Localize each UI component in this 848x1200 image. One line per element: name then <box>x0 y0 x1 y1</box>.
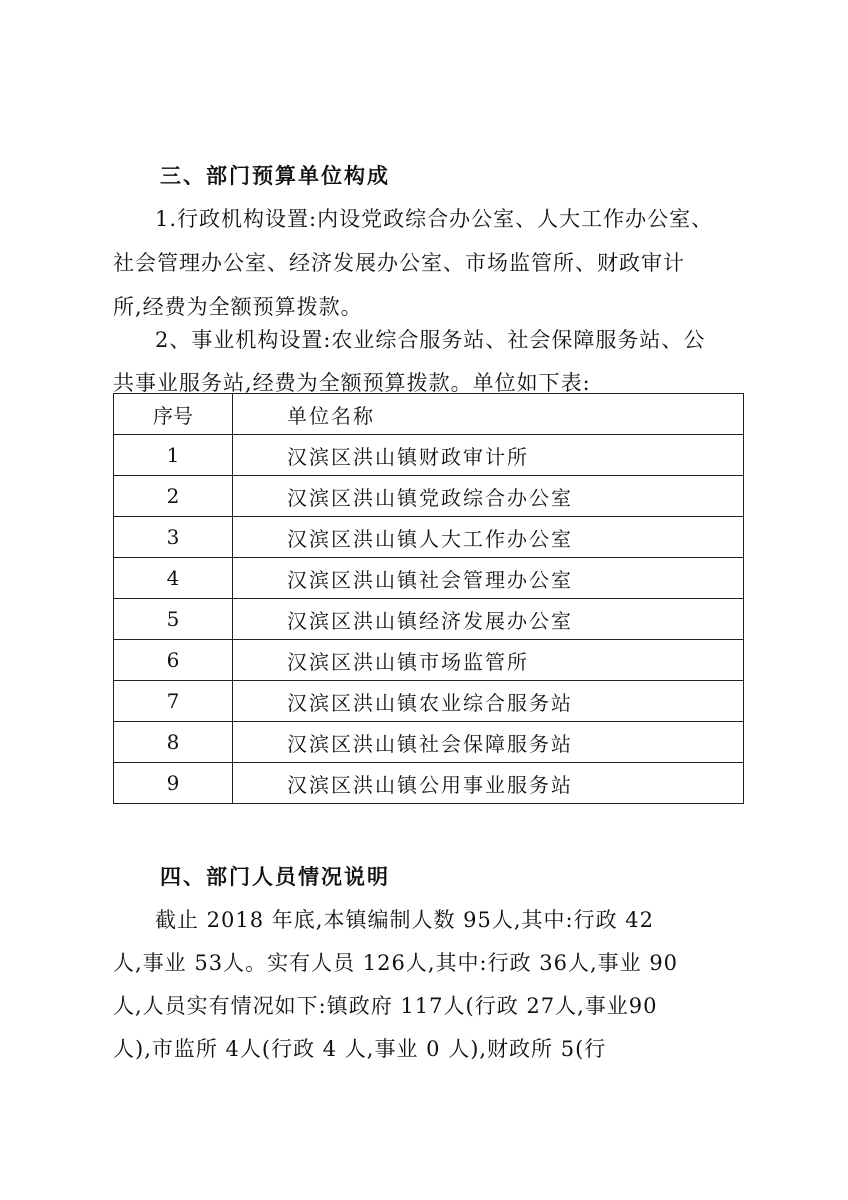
section-3-para1-line3: 所,经费为全额预算拨款。 <box>113 295 363 319</box>
table-row <box>114 599 744 640</box>
section-4-para-line1: 截止 2018 年底,本镇编制人数 95人,其中:行政 42 <box>155 908 655 932</box>
table-row <box>114 476 744 517</box>
table-row <box>114 517 744 558</box>
row-serial-number: 1 <box>114 435 233 476</box>
section-3-para1-line1: 1.行政机构设置:内设党政综合办公室、人大工作办公室、 <box>155 207 714 231</box>
table-row <box>114 435 744 476</box>
row-unit-name: 汉滨区洪山镇市场监管所 <box>233 640 744 681</box>
table-row <box>114 681 744 722</box>
row-serial-number: 5 <box>114 599 233 640</box>
row-serial-number: 4 <box>114 558 233 599</box>
row-unit-name: 汉滨区洪山镇公用事业服务站 <box>233 763 744 804</box>
row-serial-number: 2 <box>114 476 233 517</box>
table-row <box>114 722 744 763</box>
section-3-heading: 三、部门预算单位构成 <box>160 164 390 188</box>
row-unit-name: 汉滨区洪山镇经济发展办公室 <box>233 599 744 640</box>
unit-table <box>113 393 744 804</box>
section-4-para-line4: 人),市监所 4人(行政 4 人,事业 0 人),财政所 5(行 <box>113 1037 607 1061</box>
table-row <box>114 558 744 599</box>
table-row <box>114 640 744 681</box>
section-3-para2-line2: 共事业服务站,经费为全额预算拨款。单位如下表: <box>113 371 591 395</box>
section-4-para-line3: 人,人员实有情况如下:镇政府 117人(行政 27人,事业90 <box>113 994 658 1018</box>
section-4-para-line2: 人,事业 53人。实有人员 126人,其中:行政 36人,事业 90 <box>113 951 679 975</box>
row-serial-number: 7 <box>114 681 233 722</box>
row-unit-name: 汉滨区洪山镇社会管理办公室 <box>233 558 744 599</box>
row-serial-number: 9 <box>114 763 233 804</box>
section-3-para2-line1: 2、事业机构设置:农业综合服务站、社会保障服务站、公 <box>155 328 706 352</box>
row-serial-number: 3 <box>114 517 233 558</box>
row-unit-name: 汉滨区洪山镇社会保障服务站 <box>233 722 744 763</box>
section-4-heading: 四、部门人员情况说明 <box>160 865 390 889</box>
section-3-para1-line2: 社会管理办公室、经济发展办公室、市场监管所、财政审计 <box>113 251 685 275</box>
row-serial-number: 8 <box>114 722 233 763</box>
row-unit-name: 汉滨区洪山镇人大工作办公室 <box>233 517 744 558</box>
header-serial-number: 序号 <box>114 394 233 435</box>
table-row <box>114 763 744 804</box>
row-unit-name: 汉滨区洪山镇财政审计所 <box>233 435 744 476</box>
row-serial-number: 6 <box>114 640 233 681</box>
row-unit-name: 汉滨区洪山镇农业综合服务站 <box>233 681 744 722</box>
table-header-row <box>114 394 744 435</box>
header-unit-name: 单位名称 <box>233 394 744 435</box>
row-unit-name: 汉滨区洪山镇党政综合办公室 <box>233 476 744 517</box>
